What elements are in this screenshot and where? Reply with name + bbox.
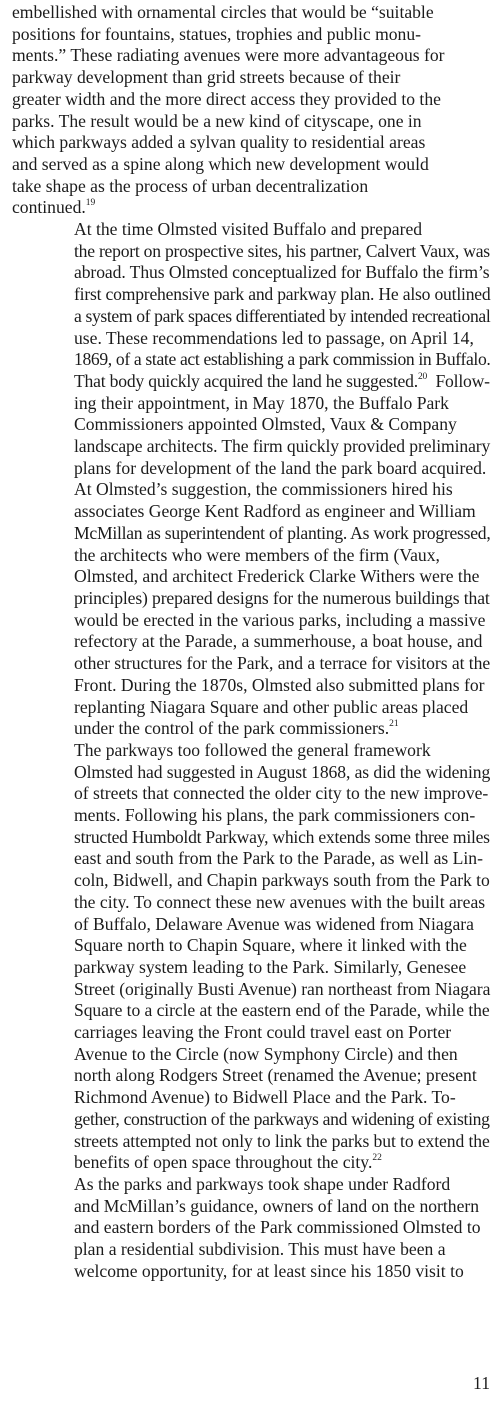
text-line	[12, 89, 490, 111]
text-line	[12, 718, 490, 740]
line-text: Front. During the 1870s, Olmsted also submitted plans for	[74, 674, 485, 695]
text-line	[12, 371, 490, 393]
footnote-marker: 20	[417, 372, 428, 383]
text-line	[12, 848, 490, 870]
text-line	[12, 523, 490, 545]
text-line	[12, 2, 490, 24]
line-text: refectory at the Parade, a summerhouse, a boat house, and	[74, 631, 483, 652]
text-line	[12, 1000, 490, 1022]
footnote-marker: 22	[372, 1153, 382, 1164]
text-line	[12, 783, 490, 805]
paragraph	[12, 2, 490, 219]
text-line	[12, 653, 490, 675]
text-line	[12, 827, 490, 849]
text-line	[12, 805, 490, 827]
footnote-marker: 21	[389, 719, 399, 730]
line-text: landscape architects. The firm quickly provided preliminary	[74, 436, 491, 457]
line-text: associates George Kent Radford as engineer and William	[74, 501, 476, 522]
line-text: Richmond Avenue) to Bidwell Place and the Park. To-	[74, 1087, 456, 1108]
line-text: streets attempted not only to link the parks but to extend the	[74, 1130, 490, 1151]
line-text: parkway system leading to the Park. Similarly, Genesee	[74, 956, 467, 977]
line-text: replanting Niagara Square and other public areas placed	[74, 696, 469, 717]
line-text: of streets that connected the older city to the new improve-	[74, 783, 489, 804]
text-line	[12, 284, 490, 306]
line-text: embellished with ornamental circles that would be “suitable	[12, 2, 434, 22]
line-text: carriages leaving the Front could travel east on Porter	[74, 1022, 452, 1043]
text-line	[12, 1044, 490, 1066]
line-text: Commissioners appointed Olmsted, Vaux & Company	[74, 414, 457, 435]
text-line	[12, 1261, 490, 1283]
line-text: east and south from the Park to the Parade, as well as Lin-	[74, 848, 483, 869]
body-text	[12, 2, 490, 1282]
text-line	[12, 1217, 490, 1239]
line-text-continued: Follow-	[427, 370, 490, 391]
line-text: the report on prospective sites, his partner, Calvert Vaux, was	[74, 240, 490, 261]
text-line	[12, 1109, 490, 1131]
line-text: the architects who were members of the firm (Vaux,	[74, 544, 440, 565]
line-text: gether, construction of the parkways and widening of existing	[74, 1108, 490, 1129]
text-line	[12, 458, 490, 480]
line-text: a system of park spaces differentiated by intended recreational	[74, 305, 491, 326]
paragraph	[12, 740, 490, 1174]
paragraph	[12, 1174, 490, 1283]
line-text: use. These recommendations led to passage, on April 14,	[74, 327, 474, 348]
line-text: At Olmsted’s suggestion, the commissioners hired his	[74, 479, 453, 500]
line-text: ments.” These radiating avenues were more advantageous for	[12, 45, 445, 66]
text-line	[12, 393, 490, 415]
text-line	[12, 219, 490, 241]
text-line	[12, 870, 490, 892]
line-text: abroad. Thus Olmsted conceptualized for Buffalo the firm’s	[74, 262, 490, 283]
text-line	[12, 132, 490, 154]
text-line	[12, 414, 490, 436]
line-text: principles) prepared designs for the numerous buildings that	[74, 587, 490, 608]
footnote-marker: 19	[85, 198, 96, 209]
line-text: McMillan as superintendent of planting. As work progressed,	[74, 522, 491, 543]
line-text: 1869, of a state act establishing a park commission in Buffalo.	[74, 349, 491, 370]
line-text: north along Rodgers Street (renamed the Avenue; present	[74, 1065, 477, 1086]
line-text: ing their appointment, in May 1870, the Buffalo Park	[74, 392, 449, 413]
text-line	[12, 479, 490, 501]
text-line	[12, 1131, 490, 1153]
text-line	[12, 892, 490, 914]
line-text: plan a residential subdivision. This must have been a	[74, 1239, 446, 1260]
text-line	[12, 935, 490, 957]
line-text: other structures for the Park, and a terrace for visitors at the	[74, 653, 491, 674]
text-line	[12, 740, 490, 762]
line-text: greater width and the more direct access they provided to the	[12, 88, 441, 109]
text-line	[12, 957, 490, 979]
line-text: positions for fountains, statues, trophies and public monu-	[12, 23, 422, 44]
line-text: As the parks and parkways took shape under Radford	[74, 1173, 451, 1194]
line-text: and served as a spine along which new development would	[12, 153, 429, 174]
paragraph	[12, 219, 490, 740]
text-line	[12, 697, 490, 719]
text-line	[12, 111, 490, 133]
line-text: The parkways too followed the general framework	[74, 739, 431, 760]
text-line	[12, 1174, 490, 1196]
page-number: 11	[473, 1373, 490, 1393]
line-text: Olmsted, and architect Frederick Clarke Withers were the	[74, 566, 480, 587]
line-text: structed Humboldt Parkway, which extends some three miles	[74, 826, 490, 847]
line-text: benefits of open space throughout the city.	[74, 1152, 373, 1173]
text-line	[12, 328, 490, 350]
text-line	[12, 588, 490, 610]
text-line	[12, 566, 490, 588]
line-text: Olmsted had suggested in August 1868, as did the widening	[74, 761, 491, 782]
line-text: and eastern borders of the Park commissioned Olmsted to	[74, 1217, 481, 1238]
text-line	[12, 631, 490, 653]
text-line	[12, 675, 490, 697]
line-text: and McMillan’s guidance, owners of land on the northern	[74, 1195, 480, 1216]
line-text: At the time Olmsted visited Buffalo and prepared	[74, 219, 423, 240]
text-line	[12, 979, 490, 1001]
line-text: under the control of the park commissioners.	[74, 718, 390, 739]
line-text: the city. To connect these new avenues with the built areas	[74, 891, 486, 912]
text-line	[12, 24, 490, 46]
line-text: Square north to Chapin Square, where it linked with the	[74, 935, 467, 956]
text-line	[12, 241, 490, 263]
line-text: take shape as the process of urban decentralization	[12, 175, 369, 196]
text-line	[12, 501, 490, 523]
text-line	[12, 67, 490, 89]
line-text: Street (originally Busti Avenue) ran northeast from Niagara	[74, 978, 491, 999]
text-line	[12, 762, 490, 784]
text-line	[12, 914, 490, 936]
line-text: would be erected in the various parks, including a massive	[74, 609, 486, 630]
text-line	[12, 1065, 490, 1087]
text-line	[12, 197, 490, 219]
text-line	[12, 262, 490, 284]
text-line	[12, 45, 490, 67]
line-text: which parkways added a sylvan quality to residential areas	[12, 132, 426, 153]
line-text: continued.	[12, 197, 86, 218]
text-line	[12, 436, 490, 458]
line-text: parks. The result would be a new kind of cityscape, one in	[12, 110, 422, 131]
text-line	[12, 1022, 490, 1044]
line-text: That body quickly acquired the land he suggested.	[74, 370, 418, 391]
text-line	[12, 349, 490, 371]
line-text: welcome opportunity, for at least since his 1850 visit to	[74, 1260, 464, 1281]
text-line	[12, 1239, 490, 1261]
text-line	[12, 154, 490, 176]
line-text: first comprehensive park and parkway plan. He also outlined	[74, 284, 491, 305]
text-line	[12, 1087, 490, 1109]
line-text: Square to a circle at the eastern end of the Parade, while the	[74, 1000, 490, 1021]
line-text: coln, Bidwell, and Chapin parkways south from the Park to	[74, 870, 490, 891]
text-line	[12, 306, 490, 328]
text-line	[12, 610, 490, 632]
text-line	[12, 176, 490, 198]
line-text: plans for development of the land the park board acquired.	[74, 457, 487, 478]
line-text: Avenue to the Circle (now Symphony Circle) and then	[74, 1043, 458, 1064]
text-line	[12, 1152, 490, 1174]
text-line	[12, 1196, 490, 1218]
line-text: parkway development than grid streets because of their	[12, 67, 401, 88]
line-text: ments. Following his plans, the park commissioners con-	[74, 805, 476, 826]
text-line	[12, 545, 490, 567]
line-text: of Buffalo, Delaware Avenue was widened from Niagara	[74, 913, 474, 934]
